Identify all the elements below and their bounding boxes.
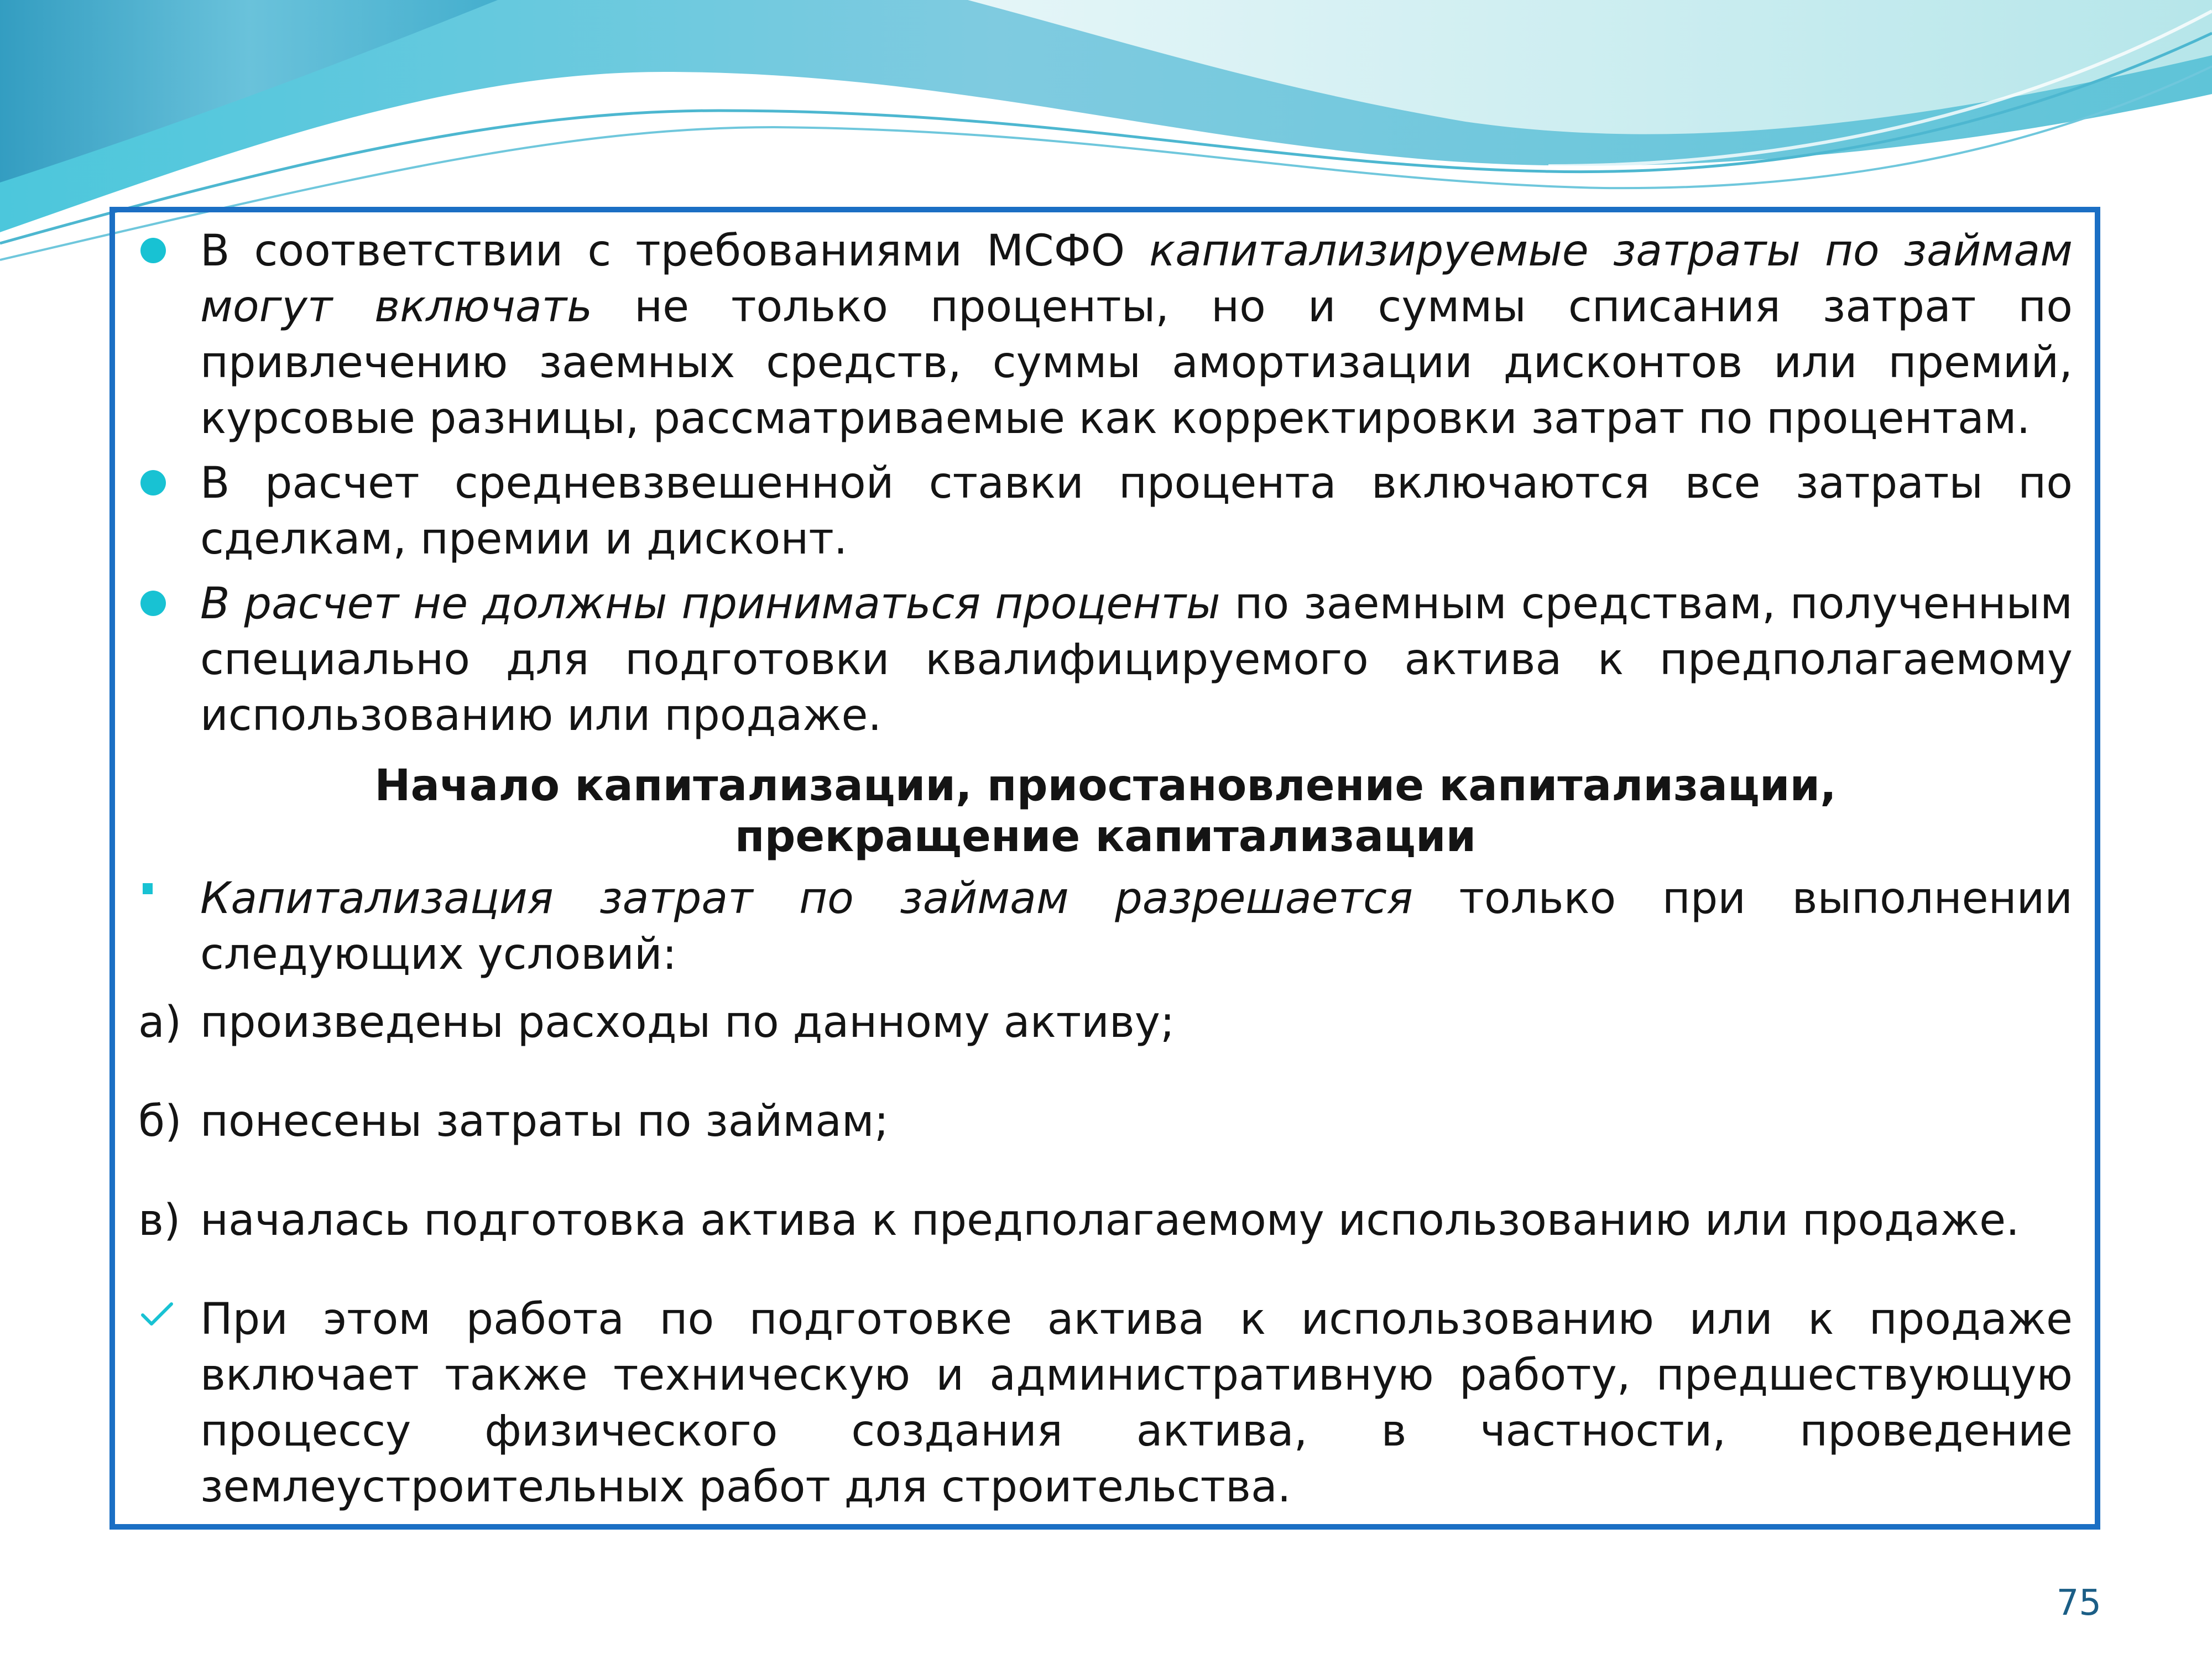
bullet-excluded-interest (138, 576, 2073, 744)
content-box (109, 207, 2100, 1530)
bullet-text-post: только при выполнении следующих условий: (200, 874, 2073, 979)
bullet-text-pre: В соответствии с требованиями МСФО (200, 226, 1150, 276)
condition-text: произведены расходы по данному активу; (200, 998, 1175, 1047)
condition-text: понесены затраты по займам; (200, 1097, 889, 1146)
section-heading-line-2: прекращение капитализации (734, 812, 1477, 862)
bullet-text-post: по заемным средствам, полученным специально для подготовки квалифицируемого актива к предполагаемому использованию или продаже. (200, 579, 2073, 740)
bullet-final-note (138, 1292, 2073, 1515)
section-heading-line-1: Начало капитализации, приостановление капитализации, (374, 761, 1837, 811)
condition-letter: в) (138, 1196, 181, 1245)
checkmark-icon (138, 1292, 177, 1348)
dot-icon (138, 456, 177, 512)
section-heading (138, 760, 2073, 862)
bullet-text: При этом работа по подготовке актива к использованию или к продаже включает также техническую и административную работу, предшествующую процессу физического создания актива, в частности, проведение землеустроительных работ для строительства. (200, 1295, 2073, 1512)
page-number: 75 (2056, 1583, 2101, 1624)
bullet-text-post: не только проценты, но и суммы списания затрат по привлечению заемных средств, суммы амортизации дисконтов или премий, курсовые разницы, рассматриваемые как корректировки затрат по процентам. (200, 282, 2073, 444)
dot-icon (138, 576, 177, 632)
condition-b (138, 1094, 2073, 1150)
bullet-capitalization-conditions (138, 871, 2073, 983)
square-bullet-icon (138, 871, 177, 927)
condition-letter: а) (138, 998, 182, 1047)
bullet-weighted-rate (138, 456, 2073, 567)
bullet-text: В расчет средневзвешенной ставки процента включаются все затраты по сделкам, премии и дисконт. (200, 458, 2073, 564)
bullet-text-italic: Капитализация затрат по займам разрешается (200, 874, 1413, 924)
condition-letter: б) (138, 1097, 182, 1146)
dot-icon (138, 223, 177, 279)
bullet-text-italic: капитализируемые затраты по займам могут включать (200, 226, 2073, 332)
condition-a (138, 995, 2073, 1051)
condition-c (138, 1193, 2073, 1249)
bullet-text-italic: В расчет не должны приниматься проценты (200, 579, 1220, 629)
bullet-msfo-capitalized-costs (138, 223, 2073, 447)
condition-text: началась подготовка актива к предполагаемому использованию или продаже. (200, 1196, 2020, 1245)
